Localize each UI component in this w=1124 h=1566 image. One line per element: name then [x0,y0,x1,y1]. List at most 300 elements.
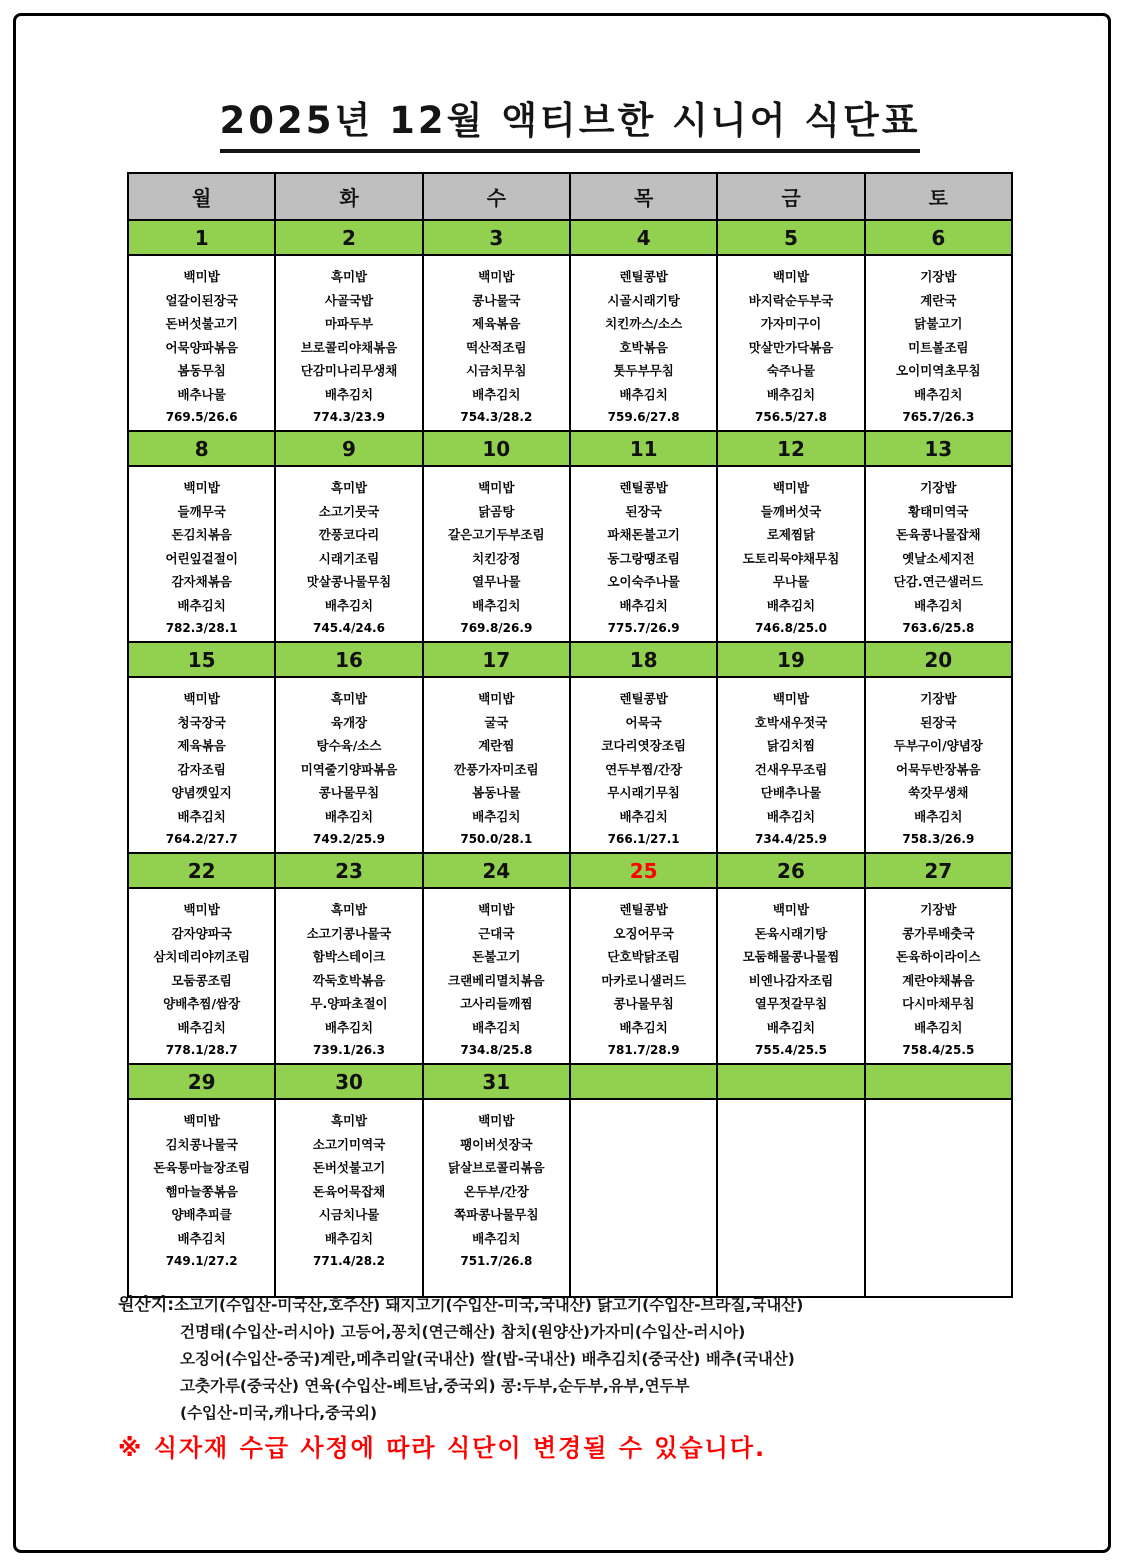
date-row [128,853,1012,888]
kcal-protein-value: 763.6/25.8 [902,621,975,635]
date-cell-empty [717,1064,864,1099]
menu-item: 로제찜닭 [766,527,816,542]
menu-item: 두부구이/양념장 [893,738,983,753]
menu-item: 배추김치 [472,597,521,613]
menu-item: 온두부/간장 [463,1183,529,1199]
menu-item: 렌틸콩밥 [619,480,668,495]
menu-item: 돈육통마늘장조림 [153,1160,250,1175]
menu-item: 미트볼조림 [908,339,969,355]
kcal-protein-value: 775.7/26.9 [607,621,680,635]
menu-item: 양배추찜/쌈장 [163,996,241,1011]
menu-item: 마카로니샐러드 [601,972,686,988]
menu-item: 배추김치 [472,386,521,402]
date-row [128,431,1012,466]
menu-list [424,256,569,430]
menu-item: 배추김치 [914,808,963,824]
page-title-text: 2025년 12월 액티브한 시니어 식단표 [220,90,921,153]
menu-cell-empty [717,1099,864,1297]
date-row [128,642,1012,677]
menu-item: 기장밥 [920,480,957,495]
date-row [128,1064,1012,1099]
menu-item: 삼치데리야끼조림 [153,949,250,964]
menu-list [424,467,569,641]
kcal-protein-value: 734.8/25.8 [460,1043,533,1057]
menu-item: 백미밥 [478,480,515,495]
menu-item: 흑미밥 [330,691,368,706]
menu-item: 기장밥 [920,902,957,917]
kcal-protein-value: 769.5/26.6 [165,410,238,424]
origin-info-block [118,1292,1028,1427]
weekday-header: 수 [423,173,570,220]
menu-item: 배추김치 [177,808,226,824]
kcal-protein-value: 734.4/25.9 [755,832,827,846]
menu-list [571,889,716,1063]
menu-list [276,678,421,852]
menu-item: 콩가루배춧국 [902,925,975,941]
menu-item: 굴국 [484,714,509,730]
menu-item: 무.양파초절이 [310,996,388,1011]
menu-item: 맛살콩나물무침 [306,574,392,589]
menu-cell-11 [570,466,717,642]
menu-item: 모둠해물콩나물찜 [742,949,840,964]
date-cell-6: 6 [865,220,1012,255]
date-cell-19: 19 [717,642,864,677]
menu-cell-31 [423,1099,570,1297]
menu-item: 어묵국 [625,714,662,730]
date-cell-23: 23 [275,853,422,888]
kcal-protein-value: 766.1/27.1 [607,832,680,846]
weekday-header: 금 [717,173,864,220]
menu-item: 치킨까스/소스 [605,316,683,331]
kcal-protein-value: 781.7/28.9 [607,1043,680,1057]
menu-list [276,467,421,641]
kcal-protein-value: 771.4/28.2 [313,1254,385,1268]
menu-cell-29 [128,1099,275,1297]
menu-item: 옛날소세지전 [902,550,975,566]
menu-item: 열무젓갈무침 [754,996,828,1011]
menu-item: 비엔나감자조림 [748,972,834,988]
menu-item: 단호박닭조림 [607,949,680,964]
kcal-protein-value: 755.4/25.5 [755,1043,827,1057]
menu-item: 된장국 [920,714,957,730]
menu-item: 연두부찜/간장 [605,761,683,777]
menu-item: 무시래기무침 [607,785,680,800]
menu-list [276,889,421,1063]
menu-item: 치킨강정 [472,550,521,566]
menu-item: 단감.연근샐러드 [893,574,983,589]
menu-item: 배추김치 [914,597,963,613]
menu-item: 근대국 [478,925,515,941]
menu-item: 배추김치 [766,597,816,613]
date-cell-9: 9 [275,431,422,466]
menu-cell-13 [865,466,1012,642]
menu-item: 양배추피클 [171,1207,232,1222]
menu-item: 갈은고기두부조림 [448,527,545,542]
menu-item: 렌틸콩밥 [619,902,668,917]
menu-item: 쪽파콩나물무침 [454,1207,539,1222]
menu-item: 어묵두반장볶음 [896,761,981,777]
menu-item: 배추김치 [324,1230,374,1246]
menu-item: 크랜베리멸치볶음 [448,972,545,988]
menu-item: 배추김치 [766,386,816,402]
menu-cell-1 [128,255,275,431]
menu-item: 육개장 [330,714,368,730]
date-cell-26: 26 [717,853,864,888]
menu-item: 돈김치볶음 [171,527,232,542]
date-cell-3: 3 [423,220,570,255]
menu-list [866,467,1011,641]
menu-list [718,256,863,430]
menu-item: 동그랑땡조림 [607,550,680,566]
page-title [127,90,1013,153]
kcal-protein-value: 759.6/27.8 [607,410,680,424]
menu-item: 닭김치찜 [766,738,816,753]
menu-item: 백미밥 [772,691,810,706]
menu-item: 소고기콩나물국 [306,925,392,941]
menu-list [276,1100,421,1274]
menu-item: 배추김치 [177,1230,226,1246]
menu-cell-19 [717,677,864,853]
menu-item: 배추김치 [766,1019,816,1035]
menu-cell-4 [570,255,717,431]
menu-item: 깐풍코다리 [318,527,380,542]
menu-list [571,678,716,852]
menu-item: 배추김치 [324,597,374,613]
kcal-protein-value: 778.1/28.7 [165,1043,238,1057]
menu-item: 햄마늘쫑볶음 [165,1183,238,1199]
menu-row [128,255,1012,431]
menu-item: 렌틸콩밥 [619,269,668,284]
menu-list [866,256,1011,430]
menu-item: 흑미밥 [330,1113,368,1128]
menu-cell-6 [865,255,1012,431]
menu-row [128,888,1012,1064]
date-cell-empty [865,1064,1012,1099]
date-cell-24: 24 [423,853,570,888]
menu-item: 계란야채볶음 [902,972,975,988]
menu-cell-15 [128,677,275,853]
menu-cell-22 [128,888,275,1064]
kcal-protein-value: 749.1/27.2 [165,1254,238,1268]
date-cell-29: 29 [128,1064,275,1099]
menu-cell-26 [717,888,864,1064]
menu-item: 들깨버섯국 [760,503,822,519]
menu-list [424,678,569,852]
kcal-protein-value: 758.4/25.5 [902,1043,975,1057]
menu-item: 배추김치 [766,808,816,824]
date-row [128,220,1012,255]
date-cell-20: 20 [865,642,1012,677]
menu-item: 모둠콩조림 [171,972,232,988]
menu-item: 배추김치 [472,1019,521,1035]
kcal-protein-value: 774.3/23.9 [313,410,385,424]
menu-cell-empty [865,1099,1012,1297]
menu-item: 건새우무조림 [754,761,828,777]
menu-cell-17 [423,677,570,853]
menu-item: 쑥갓무생채 [908,785,969,800]
menu-item: 백미밥 [183,480,220,495]
menu-item: 흑미밥 [330,480,368,495]
menu-change-notice: ※ 식자재 수급 사정에 따라 식단이 변경될 수 있습니다. [118,1434,767,1462]
menu-item: 단감미나리무생채 [300,363,398,378]
menu-item: 고사리들깨찜 [460,996,533,1011]
menu-item: 백미밥 [772,902,810,917]
menu-item: 마파두부 [324,316,374,331]
menu-cell-24 [423,888,570,1064]
menu-item: 기장밥 [920,691,957,706]
menu-item: 양념깻잎지 [171,785,232,800]
date-cell-17: 17 [423,642,570,677]
menu-item: 무나물 [772,574,810,589]
menu-item: 배추김치 [619,597,668,613]
menu-item: 콩나물무침 [613,996,674,1011]
menu-item: 호박새우젓국 [754,714,828,730]
menu-item: 감자양파국 [171,925,232,941]
date-cell-30: 30 [275,1064,422,1099]
menu-list [718,678,863,852]
menu-item: 오이숙주나물 [607,574,680,589]
menu-cell-27 [865,888,1012,1064]
date-cell-13: 13 [865,431,1012,466]
kcal-protein-value: 769.8/26.9 [460,621,533,635]
kcal-protein-value: 782.3/28.1 [165,621,238,635]
menu-item: 함박스테이크 [312,949,386,964]
date-cell-8: 8 [128,431,275,466]
menu-item: 봄동무침 [177,363,226,378]
menu-item: 소고기뭇국 [318,503,380,519]
menu-item: 백미밥 [478,902,515,917]
menu-list [276,256,421,430]
date-cell-2: 2 [275,220,422,255]
menu-item: 백미밥 [772,480,810,495]
menu-item: 열무나물 [472,574,521,589]
menu-item: 배추김치 [324,386,374,402]
menu-cell-25 [570,888,717,1064]
menu-item: 어린잎겉절이 [165,550,238,566]
menu-cell-30 [275,1099,422,1297]
menu-item: 시금치무침 [466,363,527,378]
date-cell-empty [570,1064,717,1099]
menu-item: 떡산적조림 [466,339,527,355]
menu-item: 미역줄기양파볶음 [300,761,398,777]
menu-cell-8 [128,466,275,642]
menu-row [128,1099,1012,1297]
menu-item: 닭불고기 [914,316,963,331]
menu-item: 들깨무국 [177,503,226,519]
menu-item: 계란국 [920,292,957,308]
weekday-header: 월 [128,173,275,220]
menu-cell-10 [423,466,570,642]
menu-cell-empty [570,1099,717,1297]
menu-item: 배추김치 [472,808,521,824]
menu-item: 맛살만가닥볶음 [748,339,834,355]
menu-item: 감자채볶음 [171,574,232,589]
menu-item: 돈육어묵잡채 [312,1183,386,1199]
menu-list [129,256,274,430]
menu-item: 시금치나물 [318,1207,380,1222]
menu-item: 황태미역국 [908,503,969,519]
menu-row [128,677,1012,853]
menu-item: 백미밥 [183,691,220,706]
menu-item: 배추김치 [914,1019,963,1035]
menu-item: 소고기미역국 [312,1136,386,1152]
menu-item: 팽이버섯장국 [460,1136,533,1152]
menu-item: 다시마채무침 [902,996,975,1011]
origin-text-2: 건명태(수입산-러시아) 고등어,꽁치(연근해산) 참치(원양산)가자미(수입산-러시아) [180,1323,746,1341]
kcal-protein-value: 751.7/26.8 [460,1254,533,1268]
menu-cell-23 [275,888,422,1064]
menu-item: 배추김치 [914,386,963,402]
menu-item: 도토리묵야채무침 [742,550,840,566]
kcal-protein-value: 750.0/28.1 [460,832,533,846]
menu-item: 김치콩나물국 [165,1136,238,1152]
menu-item: 봄동나물 [472,785,521,800]
menu-cell-16 [275,677,422,853]
weekday-header: 목 [570,173,717,220]
menu-list [718,467,863,641]
kcal-protein-value: 754.3/28.2 [460,410,533,424]
menu-item: 깍둑호박볶음 [312,972,386,988]
menu-item: 깐풍가자미조림 [454,761,539,777]
origin-text-4: 고춧가루(중국산) 연육(수입산-베트남,중국외) 콩:두부,순두부,유부,연두부 [180,1377,690,1395]
menu-list [571,467,716,641]
menu-item: 백미밥 [183,269,220,284]
menu-item: 코다리엿장조림 [601,738,686,753]
date-cell-5: 5 [717,220,864,255]
menu-item: 얼갈이된장국 [165,292,238,308]
menu-list [129,1100,274,1274]
menu-item: 톳두부무침 [613,363,674,378]
kcal-protein-value: 765.7/26.3 [902,410,975,424]
menu-cell-5 [717,255,864,431]
menu-item: 돈육하이라이스 [896,949,981,964]
menu-item: 닭곰탕 [478,503,515,519]
menu-list [866,678,1011,852]
menu-list [129,467,274,641]
menu-item: 시래기조림 [318,550,380,566]
date-cell-11: 11 [570,431,717,466]
menu-list [424,1100,569,1274]
date-cell-31: 31 [423,1064,570,1099]
menu-item: 흑미밥 [330,269,368,284]
menu-item: 바지락순두부국 [748,292,834,308]
date-cell-27: 27 [865,853,1012,888]
origin-text-1: 소고기(수입산-미국산,호주산) 돼지고기(수입산-미국,국내산) 닭고기(수입산-브라질,국내산) [174,1296,804,1314]
meal-calendar-table [127,172,1013,1298]
menu-item: 닭살브로콜리볶음 [448,1160,545,1175]
date-cell-10: 10 [423,431,570,466]
menu-item: 감자조림 [177,761,226,777]
menu-item: 배추김치 [619,386,668,402]
menu-item: 백미밥 [183,1113,220,1128]
menu-item: 백미밥 [478,691,515,706]
kcal-protein-value: 749.2/25.9 [313,832,385,846]
menu-item: 백미밥 [183,902,220,917]
kcal-protein-value: 745.4/24.6 [313,621,385,635]
origin-text-3: 오징어(수입산-중국)계란,메추리알(국내산) 쌀(밥-국내산) 배추김치(중국산) 배추(국내산) [180,1350,795,1368]
menu-item: 돈육시래기탕 [754,925,828,941]
menu-cell-2 [275,255,422,431]
menu-cell-12 [717,466,864,642]
menu-item: 백미밥 [478,1113,515,1128]
menu-item: 가자미구이 [760,316,822,331]
menu-item: 콩나물국 [472,292,521,308]
origin-text-5: (수입산-미국,캐나다,중국외) [180,1404,378,1422]
kcal-protein-value: 758.3/26.9 [902,832,975,846]
menu-item: 시골시래기탕 [607,292,680,308]
menu-list [571,256,716,430]
menu-item: 제육볶음 [472,316,521,331]
kcal-protein-value: 756.5/27.8 [755,410,827,424]
weekday-header: 화 [275,173,422,220]
menu-item: 기장밥 [920,269,957,284]
menu-cell-18 [570,677,717,853]
date-cell-22: 22 [128,853,275,888]
menu-item: 제육볶음 [177,738,226,753]
menu-list [129,889,274,1063]
menu-item: 사골국밥 [324,292,374,308]
menu-item: 탕수육/소스 [316,738,382,753]
date-cell-1: 1 [128,220,275,255]
menu-item: 된장국 [625,503,662,519]
menu-list [424,889,569,1063]
kcal-protein-value: 746.8/25.0 [755,621,827,635]
menu-item: 돈버섯불고기 [165,316,238,331]
menu-item: 브로콜리야채볶음 [300,339,398,355]
date-cell-4: 4 [570,220,717,255]
menu-item: 어묵양파볶음 [165,339,238,355]
origin-label: 원산지: [118,1295,175,1315]
menu-list [866,889,1011,1063]
menu-item: 돈버섯불고기 [312,1160,386,1175]
menu-list [129,678,274,852]
menu-item: 배추김치 [324,1019,374,1035]
menu-item: 백미밥 [478,269,515,284]
menu-cell-20 [865,677,1012,853]
menu-item: 흑미밥 [330,902,368,917]
date-cell-12: 12 [717,431,864,466]
menu-item: 파채돈불고기 [607,527,680,542]
menu-item: 숙주나물 [766,363,816,378]
weekday-header-row [128,173,1012,220]
menu-item: 배추김치 [472,1230,521,1246]
date-cell-15: 15 [128,642,275,677]
menu-item: 배추나물 [177,386,226,402]
menu-item: 호박볶음 [619,339,668,355]
menu-item: 렌틸콩밥 [619,691,668,706]
origin-line [118,1292,1028,1319]
menu-item: 배추김치 [177,1019,226,1035]
menu-item: 오징어무국 [613,925,674,941]
menu-item: 배추김치 [177,597,226,613]
menu-list [718,889,863,1063]
menu-item: 돈육콩나물잡채 [896,527,981,542]
menu-item: 배추김치 [324,808,374,824]
menu-item: 배추김치 [619,808,668,824]
menu-cell-9 [275,466,422,642]
weekday-header: 토 [865,173,1012,220]
menu-item: 돈불고기 [472,949,521,964]
menu-cell-3 [423,255,570,431]
menu-row [128,466,1012,642]
kcal-protein-value: 739.1/26.3 [313,1043,385,1057]
date-cell-25: 25 [570,853,717,888]
menu-item: 청국장국 [177,714,226,730]
menu-item: 배추김치 [619,1019,668,1035]
menu-item: 계란찜 [478,738,515,753]
kcal-protein-value: 764.2/27.7 [165,832,238,846]
menu-item: 콩나물무침 [318,785,380,800]
